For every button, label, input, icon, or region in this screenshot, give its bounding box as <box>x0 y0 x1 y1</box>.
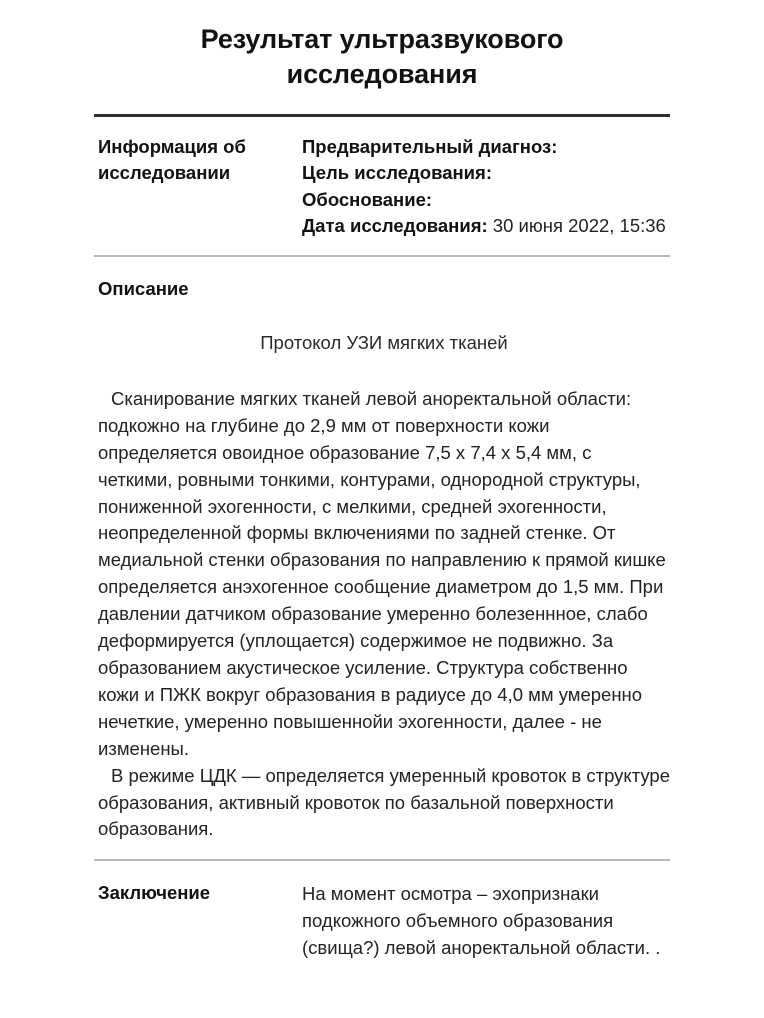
description-paragraph-2: В режиме ЦДК — определяется умеренный кровоток в структуре образования, активный кровоток по базальной поверхности образования. <box>98 764 671 840</box>
conclusion-label: Заключение <box>98 882 211 904</box>
field-preliminary-diagnosis-label: Предварительный диагноз: <box>302 136 558 158</box>
field-study-date-label: Дата исследования: <box>302 214 488 236</box>
field-preliminary-diagnosis <box>302 134 673 160</box>
conclusion-text: На момент осмотра – эхопризнаки подкожного объемного образования (свища?) левой аноректальной области. . <box>302 883 661 959</box>
description-body <box>0 330 764 843</box>
field-study-date <box>302 213 673 239</box>
divider-top <box>94 114 670 117</box>
field-study-date-value: 30 июня 2022, 15:36 <box>487 214 666 236</box>
field-study-goal <box>302 160 673 186</box>
field-study-goal-label: Цель исследования: <box>302 162 493 184</box>
description-heading: Описание <box>98 278 189 300</box>
divider-conclusion <box>94 859 670 861</box>
study-info-section <box>0 134 764 239</box>
conclusion-section <box>0 880 764 961</box>
field-justification <box>302 187 673 213</box>
divider-description <box>94 255 670 257</box>
field-justification-label: Обоснование: <box>302 188 433 210</box>
study-info-fields <box>302 134 673 239</box>
page-title: Результат ультразвукового исследования <box>200 24 564 90</box>
study-info-label: Информация об исследовании <box>98 136 246 184</box>
description-paragraph-1: Сканирование мягких тканей левой аноректальной области: подкожно на глубине до 2,9 мм от поверхности кожи определяется овоидное образование 7,5 х 7,4 х 5,4 мм, с четкими, ровными тонкими, контурами, однородной структуры, пониженной эхогенности, с мелкими, средней эхогенности, неопределенной формы включениями по задней стенке. От медиальной стенки образования по направлению к прямой кишке определяется анэхогенное сообщение диаметром до 1,5 мм. При давлении датчиком образование умеренно болезеннное, слабо деформируется (уплощается) содержимое не подвижно. За образованием акустическое усиление. Структура собственно кожи и ПЖК вокруг образования в радиусе до 4,0 мм умеренно нечеткие, умеренно повышеннойи эхогенности, далее - не изменены. <box>98 387 666 759</box>
protocol-title: Протокол УЗИ мягких тканей <box>260 332 508 354</box>
